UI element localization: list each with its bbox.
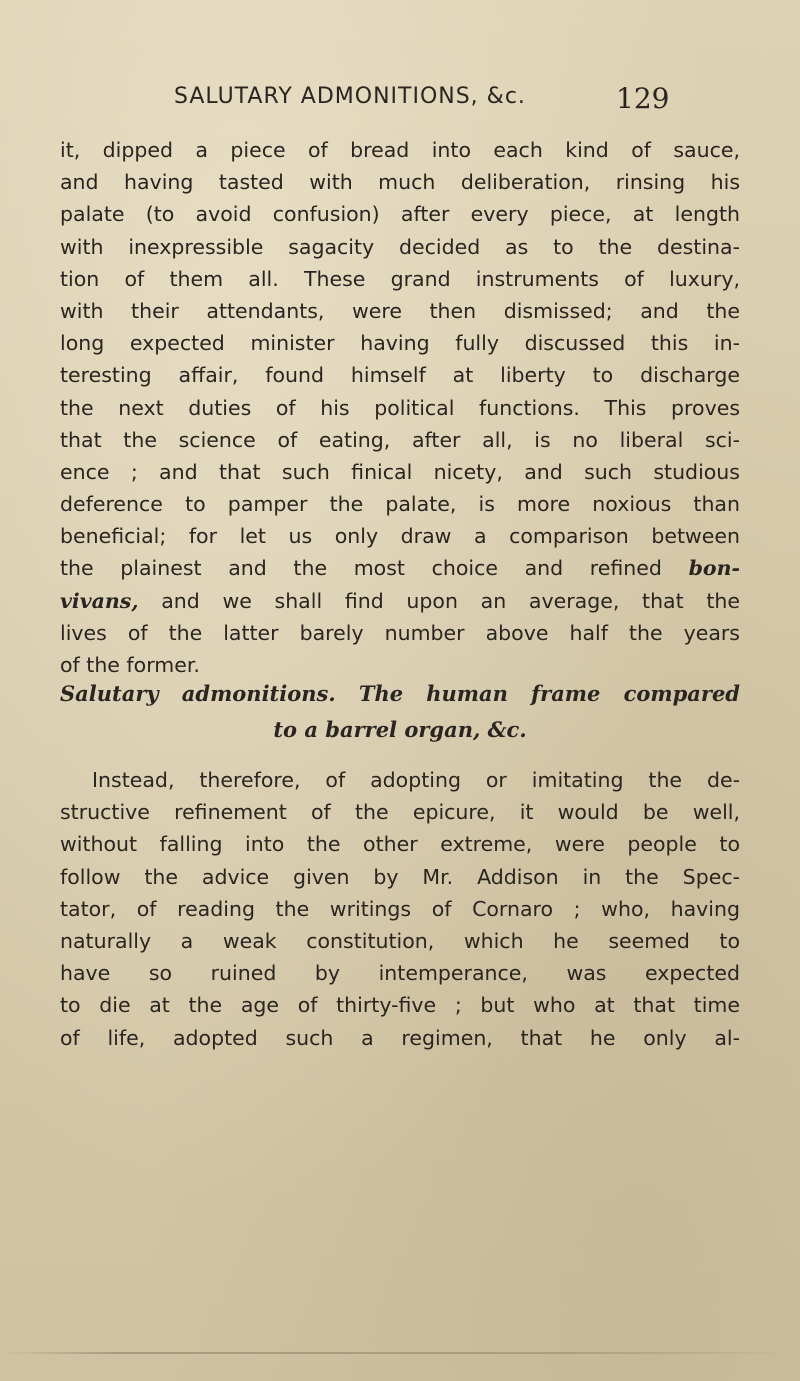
text-line: to die at the age of thirty-five ; but who at that time bbox=[60, 993, 740, 1018]
page-edge-shadow bbox=[0, 1352, 800, 1354]
text-line: with inexpressible sagacity decided as to the destina- bbox=[60, 234, 740, 259]
text-line: the next duties of his political functions. This proves bbox=[60, 395, 740, 420]
text-line: beneficial; for let us only draw a comparison between bbox=[60, 524, 740, 549]
text-line: naturally a weak constitution, which he seemed to bbox=[60, 928, 740, 953]
text-line: lives of the latter barely number above half the years bbox=[60, 620, 740, 645]
italic-term: vivans, bbox=[60, 588, 139, 613]
text-line: long expected minister having fully discussed this in- bbox=[60, 331, 740, 356]
running-head bbox=[0, 80, 800, 120]
text-segment: the plainest and the most choice and refined bbox=[60, 556, 662, 581]
paragraph-2 bbox=[60, 764, 740, 1054]
text-line: follow the advice given by Mr. Addison in the Spec- bbox=[60, 864, 740, 889]
text-line: deference to pamper the palate, is more noxious than bbox=[60, 492, 740, 517]
page-number: 129 bbox=[616, 82, 670, 115]
text-line: structive refinement of the epicure, it would be well, bbox=[60, 800, 740, 825]
text-line-mixed bbox=[60, 585, 740, 617]
text-segment: and we shall find upon an average, that the bbox=[161, 588, 740, 613]
text-line: with their attendants, were then dismissed; and the bbox=[60, 298, 740, 323]
text-line: of life, adopted such a regimen, that he only al- bbox=[60, 1025, 740, 1050]
text-line: have so ruined by intemperance, was expected bbox=[60, 961, 740, 986]
section-heading bbox=[60, 676, 740, 748]
text-line: that the science of eating, after all, is no liberal sci- bbox=[60, 427, 740, 452]
text-line: tion of them all. These grand instruments of luxury, bbox=[60, 266, 740, 291]
text-line: it, dipped a piece of bread into each kind of sauce, bbox=[60, 138, 740, 162]
paragraph-1 bbox=[60, 134, 740, 681]
text-line-mixed bbox=[60, 552, 740, 584]
text-line: Instead, therefore, of adopting or imitating the de- bbox=[92, 768, 740, 792]
section-heading-line-1: Salutary admonitions. The human frame compared bbox=[60, 681, 740, 706]
section-heading-line-2: to a barrel organ, &c. bbox=[273, 717, 527, 742]
text-line: teresting affair, found himself at liberty to discharge bbox=[60, 363, 740, 388]
text-line: ence ; and that such finical nicety, and such studious bbox=[60, 459, 740, 484]
italic-term: bon- bbox=[688, 556, 740, 581]
text-line: of the former. bbox=[60, 653, 200, 677]
running-head-title: SALUTARY ADMONITIONS, &c. bbox=[174, 84, 526, 109]
text-line: palate (to avoid confusion) after every piece, at length bbox=[60, 202, 740, 227]
text-line: tator, of reading the writings of Cornaro ; who, having bbox=[60, 896, 740, 921]
text-line: without falling into the other extreme, were people to bbox=[60, 832, 740, 857]
text-line: and having tasted with much deliberation, rinsing his bbox=[60, 170, 740, 195]
